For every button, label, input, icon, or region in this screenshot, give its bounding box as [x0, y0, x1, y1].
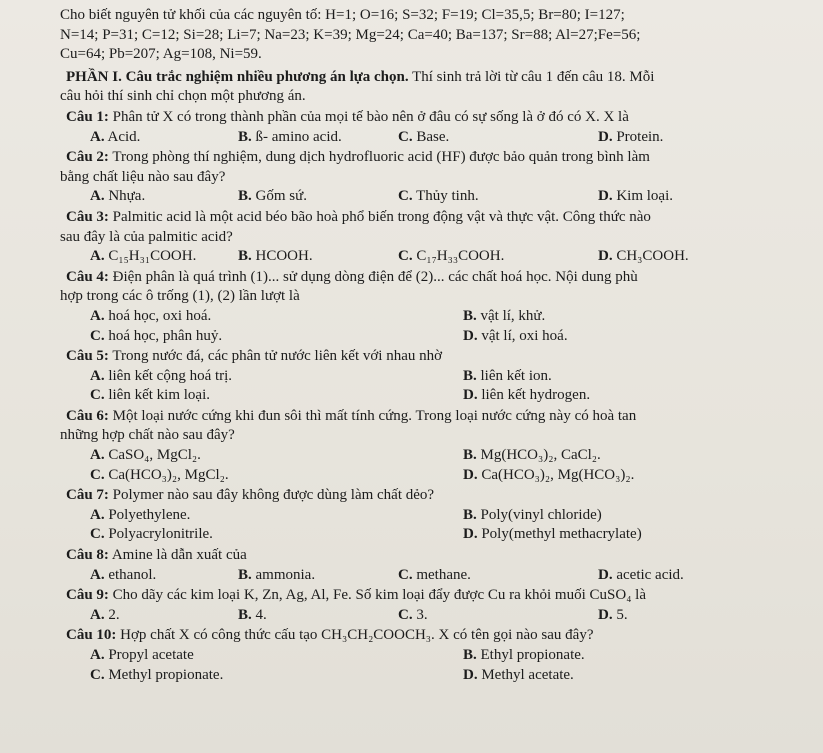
question-text — [60, 228, 807, 248]
answer-options — [60, 646, 807, 685]
option-key: B. — [463, 367, 477, 384]
question-stem: những hợp chất nào sau đây? — [60, 427, 235, 444]
question-stem: Trong phòng thí nghiệm, dung dịch hydrofluoric acid (HF) được bảo quản trong bình làm — [108, 149, 650, 166]
answer-options — [60, 128, 807, 148]
answer-option-c[interactable] — [398, 247, 598, 267]
question-list — [60, 108, 807, 685]
section-desc-cont: câu hỏi thí sinh chỉ chọn một phương án. — [60, 88, 306, 105]
answer-options — [60, 566, 807, 586]
answer-option-c[interactable] — [90, 386, 463, 406]
option-text: 5. — [612, 606, 628, 623]
option-key: D. — [598, 606, 613, 623]
question-stem: Trong nước đá, các phân tử nước liên kết với nhau nhờ — [108, 348, 443, 365]
option-text: Acid. — [104, 128, 141, 145]
question-text — [60, 148, 807, 168]
answer-option-c[interactable] — [398, 606, 598, 626]
answer-option-a[interactable] — [90, 506, 463, 526]
option-text: Nhựa. — [104, 188, 146, 205]
option-text: C₁₇H₃₃COOH. — [412, 248, 505, 265]
answer-options — [60, 187, 807, 207]
question-stem: Polymer nào sau đây không được dùng làm chất dẻo? — [108, 487, 435, 504]
answer-option-d[interactable] — [598, 606, 758, 626]
answer-option-d[interactable] — [463, 386, 763, 406]
option-key: B. — [238, 128, 252, 145]
answer-option-d[interactable] — [463, 525, 763, 545]
option-key: B. — [463, 447, 477, 464]
answer-option-c[interactable] — [398, 128, 598, 148]
option-text: Thủy tinh. — [412, 188, 479, 205]
answer-option-c[interactable] — [398, 566, 598, 586]
option-key: C. — [90, 466, 105, 483]
question-label: Câu 2: — [66, 149, 109, 166]
answer-option-b[interactable] — [238, 566, 398, 586]
answer-option-d[interactable] — [598, 128, 758, 148]
question-stem: Điện phân là quá trình (1)... sử dụng dòng điện để (2)... các chất hoá học. Nội dung phù — [108, 268, 638, 285]
question-text — [60, 268, 807, 288]
answer-option-c[interactable] — [90, 327, 463, 347]
option-text: liên kết hydrogen. — [477, 387, 591, 404]
option-text: Kim loại. — [612, 188, 674, 205]
answer-option-c[interactable] — [90, 466, 463, 486]
option-key: C. — [398, 606, 413, 623]
option-key: D. — [463, 526, 478, 543]
answer-option-d[interactable] — [463, 466, 763, 486]
question-label: Câu 10: — [66, 627, 117, 644]
option-key: C. — [90, 387, 105, 404]
section-title: PHẦN I. Câu trắc nghiệm nhiều phương án lựa chọn. — [66, 68, 409, 85]
answer-option-c[interactable] — [398, 187, 598, 207]
option-text: Base. — [412, 128, 450, 145]
answer-option-d[interactable] — [463, 666, 763, 686]
option-key: D. — [463, 327, 478, 344]
answer-option-b[interactable] — [238, 187, 398, 207]
question-text — [60, 407, 807, 427]
question-stem: Palmitic acid là một acid béo bão hoà phổ biến trong động vật và thực vật. Công thức nào — [108, 208, 651, 225]
option-key: A. — [90, 506, 105, 523]
option-text: Poly(vinyl chloride) — [476, 506, 602, 523]
answer-option-a[interactable] — [90, 367, 463, 387]
answer-option-a[interactable] — [90, 247, 238, 267]
answer-options — [60, 367, 807, 406]
answer-option-a[interactable] — [90, 187, 238, 207]
answer-option-c[interactable] — [90, 666, 463, 686]
option-key: B. — [463, 506, 477, 523]
question-5 — [60, 347, 807, 406]
option-text: methane. — [412, 566, 471, 583]
option-key: B. — [463, 647, 477, 663]
answer-option-a[interactable] — [90, 566, 238, 586]
question-7 — [60, 486, 807, 545]
option-key: A. — [90, 647, 105, 663]
question-stem: Hợp chất X có công thức cấu tạo CH₃CH₂COOCH₃. X có tên gọi nào sau đây? — [116, 627, 594, 644]
option-text: Gốm sứ. — [251, 188, 307, 205]
answer-option-a[interactable] — [90, 307, 463, 327]
question-label: Câu 6: — [66, 407, 109, 424]
answer-option-b[interactable] — [463, 506, 763, 526]
question-stem: sau đây là của palmitic acid? — [60, 228, 233, 245]
question-text — [60, 287, 807, 307]
answer-option-a[interactable] — [90, 446, 463, 466]
option-text: ethanol. — [104, 566, 157, 583]
option-key: A. — [90, 566, 105, 583]
answer-option-a[interactable] — [90, 646, 463, 666]
option-key: A. — [90, 188, 105, 205]
question-text — [60, 546, 807, 566]
option-key: D. — [463, 666, 478, 683]
option-text: Poly(methyl methacrylate) — [477, 526, 642, 543]
question-text — [60, 168, 807, 188]
question-label: Câu 5: — [66, 348, 109, 365]
question-stem: bằng chất liệu nào sau đây? — [60, 168, 226, 185]
question-stem: Một loại nước cứng khi đun sôi thì mất tính cứng. Trong loại nước cứng này có hoà tan — [108, 407, 637, 424]
option-text: 2. — [104, 606, 120, 623]
question-stem: Phân tử X có trong thành phần của mọi tế bào nên ở đâu có sự sống là ở đó có X. X là — [108, 108, 629, 125]
option-text: 3. — [412, 606, 428, 623]
option-text: Polyethylene. — [104, 506, 191, 523]
answer-option-d[interactable] — [598, 187, 758, 207]
option-key: D. — [598, 188, 613, 205]
option-text: hoá học, phân huỷ. — [104, 327, 223, 344]
answer-option-b[interactable] — [238, 606, 398, 626]
answer-option-b[interactable] — [463, 646, 763, 666]
option-key: A. — [90, 606, 105, 623]
atomic-mass-line-1: Cho biết nguyên tử khối của các nguyên tố: H=1; O=16; S=32; F=19; Cl=35,5; Br=80; I=127; — [60, 7, 625, 23]
option-text: vật lí, oxi hoá. — [477, 327, 568, 344]
question-3 — [60, 208, 807, 267]
answer-options — [60, 446, 807, 485]
question-1 — [60, 108, 807, 147]
question-4 — [60, 268, 807, 346]
question-label: Câu 8: — [66, 547, 109, 564]
section-desc: Thí sinh trả lời từ câu 1 đến câu 18. Mỗi — [408, 68, 655, 85]
question-text — [60, 626, 807, 646]
answer-option-a[interactable] — [90, 128, 238, 148]
option-text: CH₃COOH. — [612, 248, 689, 265]
question-label: Câu 1: — [66, 108, 109, 125]
question-8 — [60, 546, 807, 585]
question-10 — [60, 626, 807, 685]
option-key: C. — [398, 128, 413, 145]
option-text: Ca(HCO₃)₂, Mg(HCO₃)₂. — [477, 466, 635, 483]
question-label: Câu 3: — [66, 208, 109, 225]
option-key: A. — [90, 248, 105, 265]
question-text — [60, 586, 807, 606]
option-key: B. — [463, 307, 477, 324]
option-text: Polyacrylonitrile. — [104, 526, 213, 543]
option-text: Methyl acetate. — [477, 666, 574, 683]
question-stem: hợp trong các ô trống (1), (2) lần lượt là — [60, 288, 300, 305]
answer-option-b[interactable] — [238, 128, 398, 148]
question-stem: Cho dãy các kim loại K, Zn, Ag, Al, Fe. Số kim loại đẩy được Cu ra khỏi muối CuSO₄ là — [108, 587, 646, 604]
option-key: C. — [90, 526, 105, 543]
answer-options — [60, 247, 807, 267]
option-text: 4. — [251, 606, 267, 623]
option-key: A. — [90, 447, 105, 464]
option-text: Propyl acetate — [104, 647, 194, 663]
option-text: Ethyl propionate. — [476, 647, 585, 663]
option-key: D. — [463, 387, 478, 404]
question-text — [60, 108, 807, 128]
option-text: CaSO₄, MgCl₂. — [104, 447, 201, 464]
question-stem: Amine là dẫn xuất của — [108, 547, 247, 564]
option-key: C. — [398, 248, 413, 265]
answer-option-b[interactable] — [238, 247, 398, 267]
question-text — [60, 426, 807, 446]
question-label: Câu 9: — [66, 587, 109, 604]
option-text: Methyl propionate. — [104, 666, 224, 683]
question-text — [60, 486, 807, 506]
answer-options — [60, 307, 807, 346]
option-text: Protein. — [612, 128, 664, 145]
answer-option-d[interactable] — [463, 327, 763, 347]
option-key: D. — [598, 566, 613, 583]
option-key: D. — [463, 466, 478, 483]
option-key: D. — [598, 128, 613, 145]
option-text: acetic acid. — [612, 566, 684, 583]
option-text: hoá học, oxi hoá. — [104, 307, 212, 324]
question-2 — [60, 148, 807, 207]
option-key: C. — [90, 666, 105, 683]
option-key: B. — [238, 606, 252, 623]
option-key: C. — [90, 327, 105, 344]
answer-options — [60, 506, 807, 545]
option-key: C. — [398, 566, 413, 583]
answer-option-d[interactable] — [598, 566, 758, 586]
answer-option-b[interactable] — [463, 307, 763, 327]
answer-option-d[interactable] — [598, 247, 758, 267]
option-text: liên kết ion. — [476, 367, 552, 384]
option-text: vật lí, khử. — [476, 307, 546, 324]
option-key: C. — [398, 188, 413, 205]
answer-option-a[interactable] — [90, 606, 238, 626]
option-text: ammonia. — [251, 566, 316, 583]
option-text: Mg(HCO₃)₂, CaCl₂. — [476, 447, 601, 464]
question-text — [60, 208, 807, 228]
option-key: A. — [90, 128, 105, 145]
option-key: B. — [238, 566, 252, 583]
atomic-mass-line-2: N=14; P=31; C=12; Si=28; Li=7; Na=23; K=39; Mg=24; Ca=40; Ba=137; Sr=88; Al=27;Fe=56; — [60, 26, 641, 43]
option-text: C₁₅H₃₁COOH. — [104, 248, 197, 265]
option-text: liên kết cộng hoá trị. — [104, 367, 233, 384]
option-key: A. — [90, 307, 105, 324]
answer-option-b[interactable] — [463, 367, 763, 387]
option-key: D. — [598, 248, 613, 265]
option-text: Ca(HCO₃)₂, MgCl₂. — [104, 466, 229, 483]
atomic-mass-line-3: Cu=64; Pb=207; Ag=108, Ni=59. — [60, 46, 262, 63]
question-label: Câu 4: — [66, 268, 109, 285]
answer-options — [60, 606, 807, 626]
question-9 — [60, 586, 807, 625]
option-text: liên kết kim loại. — [104, 387, 210, 404]
question-text — [60, 347, 807, 367]
option-key: B. — [238, 248, 252, 265]
option-key: A. — [90, 367, 105, 384]
question-label: Câu 7: — [66, 487, 109, 504]
option-text: ß- amino acid. — [251, 128, 342, 145]
answer-option-c[interactable] — [90, 525, 463, 545]
option-key: B. — [238, 188, 252, 205]
question-6 — [60, 407, 807, 485]
section-heading — [60, 68, 807, 88]
answer-option-b[interactable] — [463, 446, 763, 466]
option-text: HCOOH. — [251, 248, 313, 265]
